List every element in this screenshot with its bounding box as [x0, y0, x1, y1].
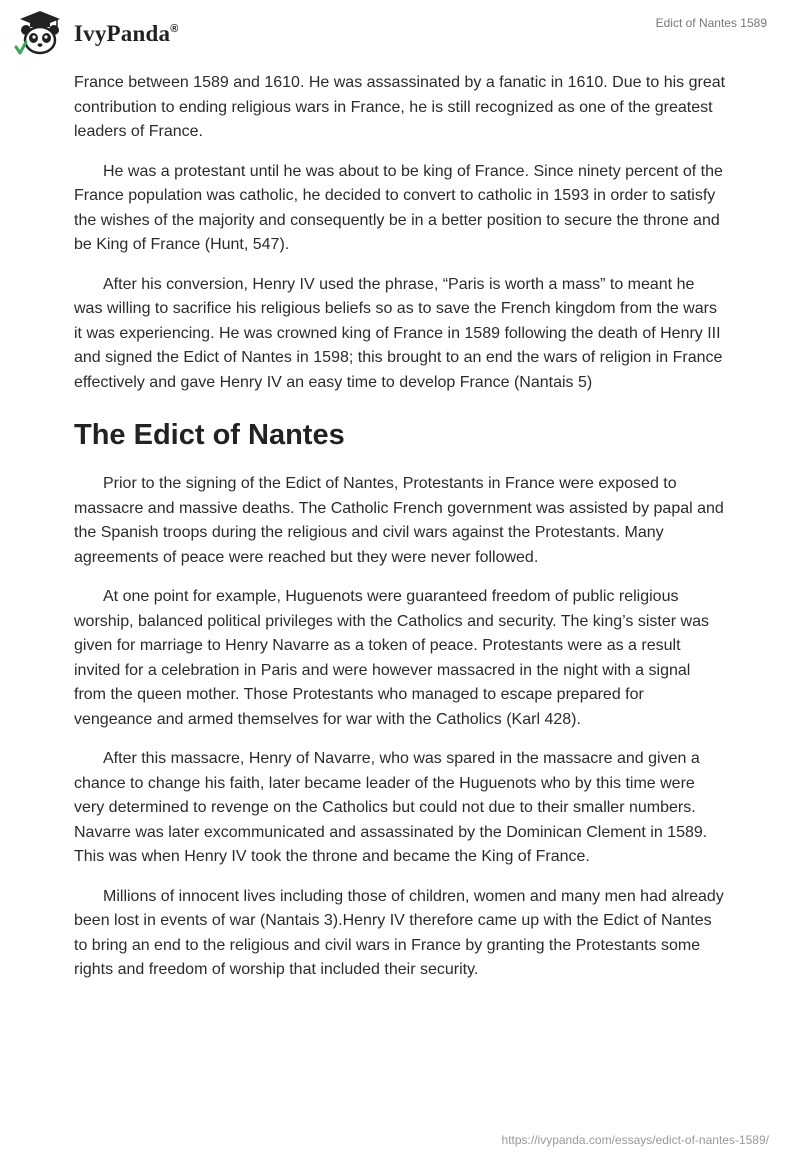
page-header — [0, 0, 800, 64]
paragraph: France between 1589 and 1610. He was assassinated by a fanatic in 1610. Due to his great contribution to ending religious wars in France, he is still recognized as one of the greatest leaders of France. — [74, 74, 726, 140]
brand-text: IvyPanda — [74, 21, 171, 46]
paragraph: Millions of innocent lives including those of children, women and many men had already been lost in events of war (Nantais 3).Henry IV therefore came up with the Edict of Nantes to bring an end to the religious and civil wars in France by granting the Protestants some rights and freedom of worship that included their security. — [74, 887, 724, 978]
paragraph: After this massacre, Henry of Navarre, who was spared in the massacre and given a chance to change his faith, later became leader of the Huguenots who by this time were very determined to revenge on the Catholics but could not due to their smaller numbers. Navarre was later excommunicated and assassinated by the Dominican Clement in 1589. This was when Henry IV took the throne and became the King of France. — [74, 750, 708, 865]
panda-graduate-icon — [14, 8, 66, 60]
paragraph: He was a protestant until he was about to be king of France. Since ninety percent of the France population was catholic, he decided to convert to catholic in 1593 in order to satisfy the wishes of the majority and consequently be in a better position to secure the throne and be King of France (Hunt, 547). — [74, 162, 723, 253]
paragraph: After his conversion, Henry IV used the phrase, “Paris is worth a mass” to meant he was willing to sacrifice his religious beliefs so as to save the French kingdom from the wars it was experiencing. He was crowned king of France in 1589 following the death of Henry III and signed the Edict of Nantes in 1598; this brought to an end the wars of religion in France effectively and gave Henry IV an easy time to develop France (Nantais 5) — [74, 275, 723, 391]
section-heading: The Edict of Nantes — [74, 419, 345, 451]
ivypanda-logo[interactable] — [14, 8, 179, 60]
brand-name — [74, 21, 179, 47]
article-body — [74, 71, 726, 998]
source-url[interactable]: https://ivypanda.com/essays/edict-of-nantes-1589/ — [501, 1133, 769, 1147]
document-title: Edict of Nantes 1589 — [655, 16, 767, 30]
trademark-symbol: ® — [170, 23, 179, 35]
paragraph: At one point for example, Huguenots were guaranteed freedom of public religious worship, balanced political privileges with the Catholics and security. The king’s sister was given for marriage to Henry Navarre as a token of peace. Protestants were as a result invited for a celebration in Paris and were however massacred in the night with a signal from the queen mother. Those Protestants who managed to escape prepared for vengeance and armed themselves for war with the Catholics (Karl 428). — [74, 588, 709, 728]
paragraph: Prior to the signing of the Edict of Nantes, Protestants in France were exposed to massacre and massive deaths. The Catholic French government was assisted by papal and the Spanish troops during the religious and civil wars against the Protestants. Many agreements of peace were reached but they were never followed. — [74, 475, 724, 566]
